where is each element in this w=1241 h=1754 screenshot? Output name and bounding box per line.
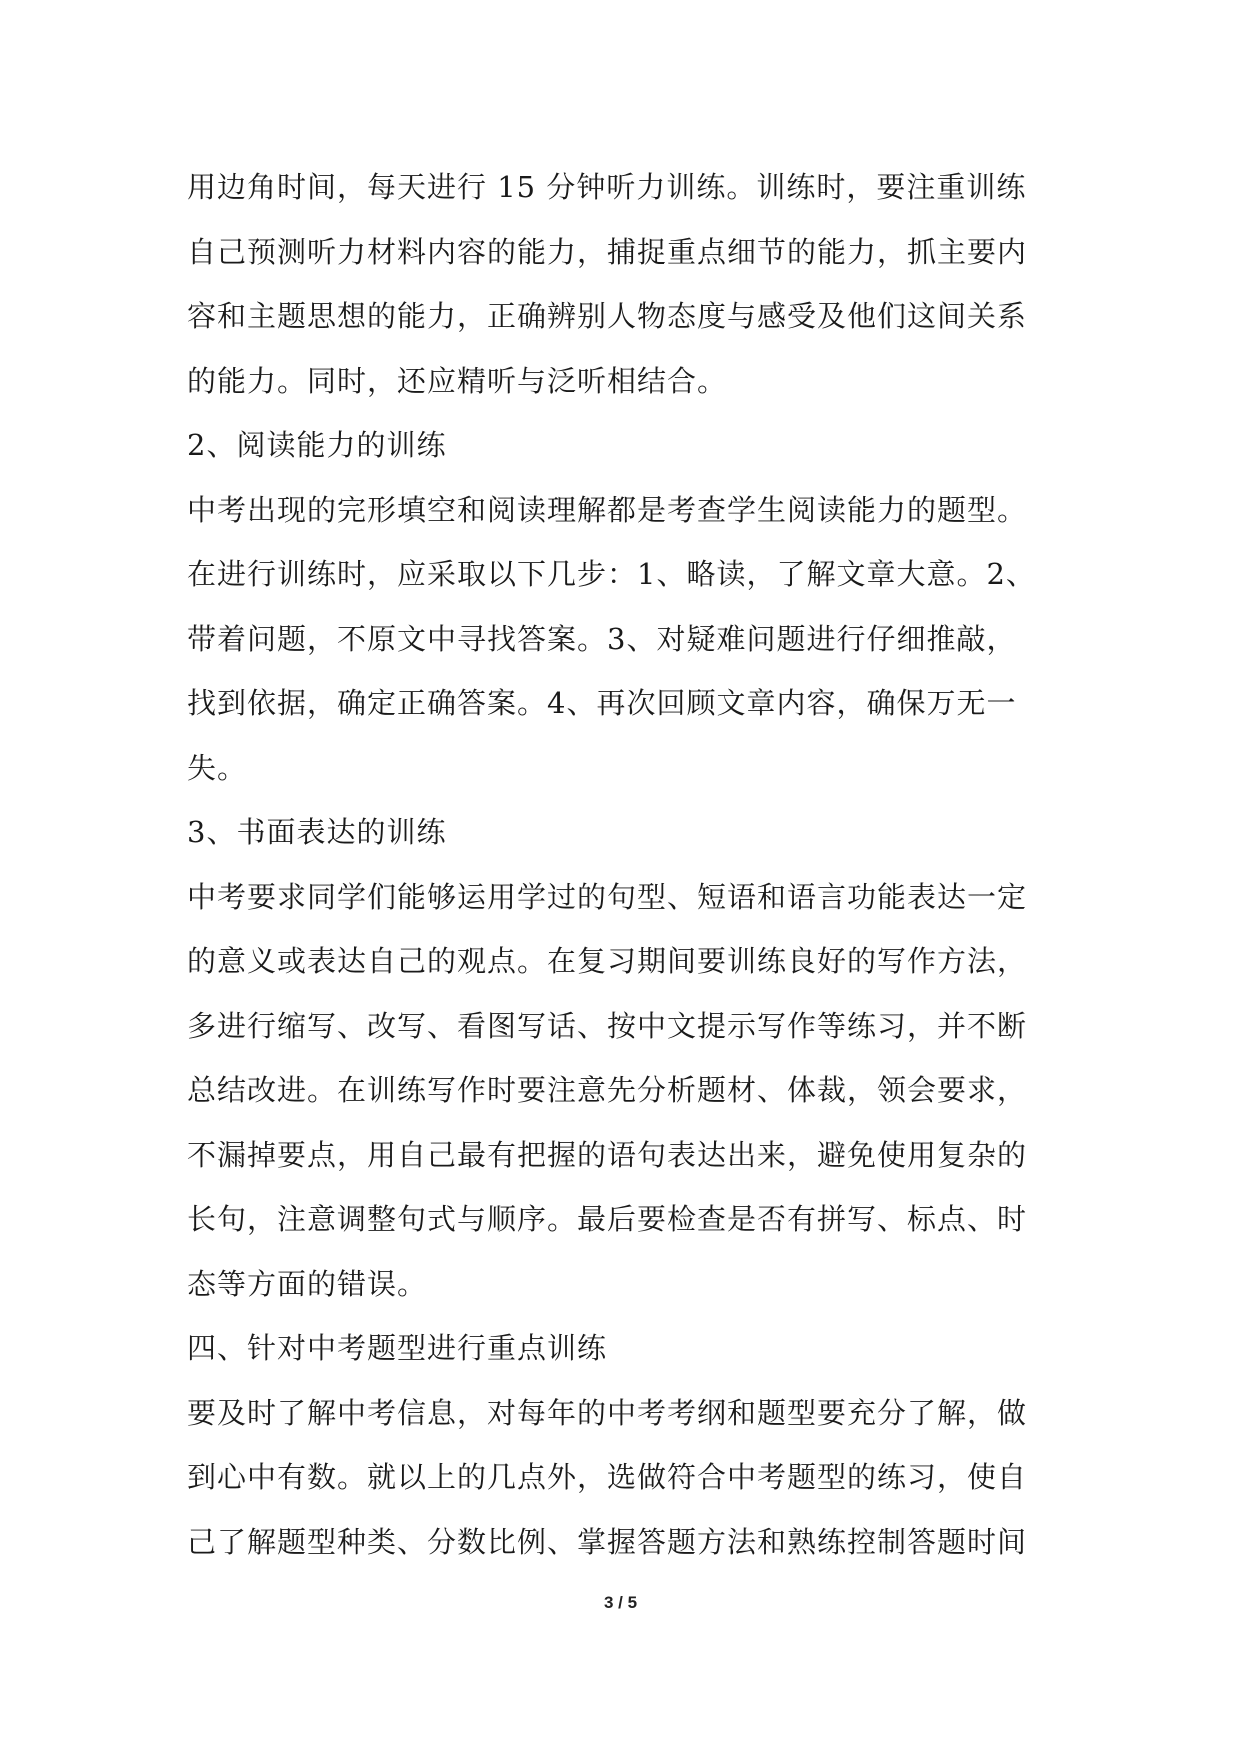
text-line-21: 到心中有数。就以上的几点外，选做符合中考题型的练习，使自 — [187, 1460, 1028, 1494]
text-line-13: 的意义或表达自己的观点。在复习期间要训练良好的写作方法， — [187, 944, 1028, 978]
text-line-7: 在进行训练时，应采取以下几步：1、略读，了解文章大意。2、 — [187, 557, 1036, 591]
document-body — [187, 155, 1067, 1574]
text-line-20: 要及时了解中考信息，对每年的中考考纲和题型要充分了解，做 — [187, 1395, 1028, 1430]
page-number: 3 / 5 — [603, 1593, 638, 1612]
text-line-22: 己了解题型种类、分数比例、掌握答题方法和熟练控制答题时间 — [187, 1524, 1028, 1559]
text-line-15: 总结改进。在训练写作时要注意先分析题材、体裁，领会要求， — [187, 1073, 1028, 1107]
text-line-6: 中考出现的完形填空和阅读理解都是考查学生阅读能力的题型。 — [187, 492, 1028, 527]
text-line-14: 多进行缩写、改写、看图写话、按中文提示写作等练习，并不断 — [187, 1008, 1028, 1043]
text-line-10: 失。 — [187, 750, 248, 785]
text-line-4: 的能力。同时，还应精听与泛听相结合。 — [187, 363, 728, 398]
text-line-2: 自己预测听力材料内容的能力，捕捉重点细节的能力，抓主要内 — [187, 234, 1028, 269]
text-line-1: 用边角时间，每天进行 15 分钟听力训练。训练时，要注重训练 — [187, 170, 1027, 204]
section-heading-exam-training: 四、针对中考题型进行重点训练 — [187, 1331, 608, 1365]
text-line-17: 长句，注意调整句式与顺序。最后要检查是否有拼写、标点、时 — [187, 1202, 1028, 1236]
text-line-3: 容和主题思想的能力，正确辨别人物态度与感受及他们这间关系 — [187, 299, 1028, 333]
text-line-8: 带着问题，不原文中寻找答案。3、对疑难问题进行仔细推敲， — [187, 621, 1017, 656]
text-line-18: 态等方面的错误。 — [187, 1266, 428, 1301]
text-line-16: 不漏掉要点，用自己最有把握的语句表达出来，避免使用复杂的 — [187, 1137, 1028, 1172]
section-heading-writing: 3、书面表达的训练 — [187, 815, 447, 849]
text-line-12: 中考要求同学们能够运用学过的句型、短语和语言功能表达一定 — [187, 879, 1028, 914]
text-line-9: 找到依据，确定正确答案。4、再次回顾文章内容，确保万无一 — [187, 686, 1017, 720]
section-heading-reading: 2、阅读能力的训练 — [187, 428, 447, 462]
